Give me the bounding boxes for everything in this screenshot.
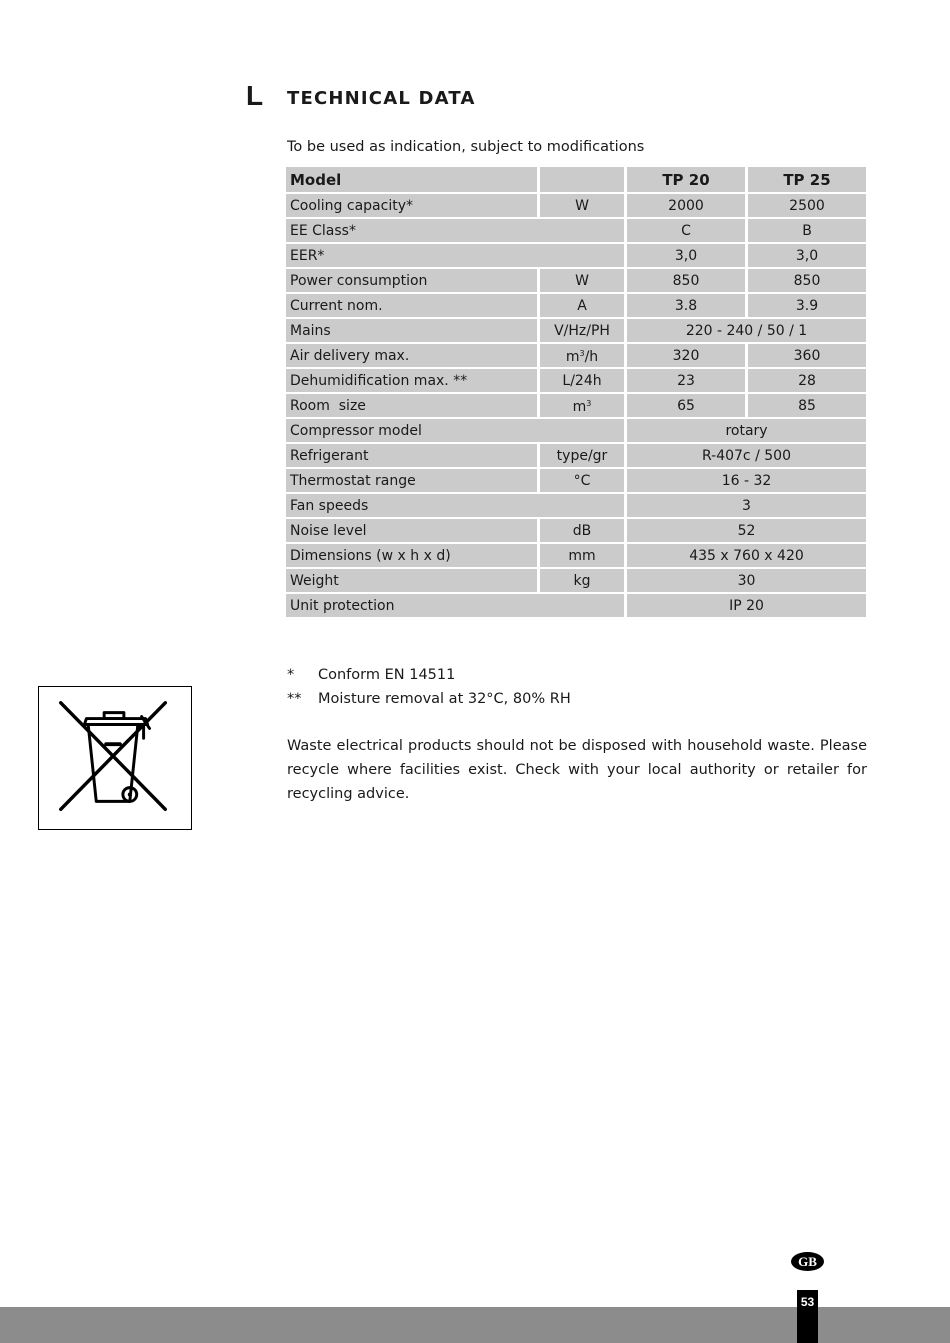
row-value-shared: IP 20 — [627, 594, 866, 617]
header-model: Model — [286, 167, 537, 192]
table-row — [286, 344, 866, 367]
table-row — [286, 469, 866, 492]
section-letter: L — [246, 80, 264, 111]
row-unit: L/24h — [540, 369, 624, 392]
row-label: Compressor model — [286, 419, 624, 442]
row-value-tp20: 3.8 — [627, 294, 745, 317]
table-row — [286, 494, 866, 517]
row-unit: W — [540, 269, 624, 292]
row-value-shared: R-407c / 500 — [627, 444, 866, 467]
table-row — [286, 294, 866, 317]
section-title: TECHNICAL DATA — [287, 88, 476, 109]
row-unit: °C — [540, 469, 624, 492]
row-unit: W — [540, 194, 624, 217]
row-unit: kg — [540, 569, 624, 592]
footnote-mark: ** — [287, 691, 302, 707]
technical-data-table — [283, 165, 869, 619]
row-value-tp20: C — [627, 219, 745, 242]
row-value-tp20: 2000 — [627, 194, 745, 217]
row-label: Refrigerant — [286, 444, 537, 467]
table-row — [286, 244, 866, 267]
row-value-shared: 435 x 760 x 420 — [627, 544, 866, 567]
table-row — [286, 569, 866, 592]
footnotes — [287, 663, 571, 711]
row-unit: A — [540, 294, 624, 317]
footnote-text: Conform EN 14511 — [318, 667, 456, 683]
row-unit: type/gr — [540, 444, 624, 467]
header-tp20: TP 20 — [627, 167, 745, 192]
table-header-row — [286, 167, 866, 192]
row-unit — [540, 394, 624, 417]
table-row — [286, 594, 866, 617]
footnote-mark: * — [287, 667, 295, 683]
row-value-tp20: 65 — [627, 394, 745, 417]
row-label: Dehumidification max. ** — [286, 369, 537, 392]
table-row — [286, 444, 866, 467]
unit-superscript: 3 — [579, 349, 585, 358]
weee-symbol-box — [38, 686, 192, 830]
row-value-tp25: B — [748, 219, 866, 242]
row-label: Fan speeds — [286, 494, 624, 517]
row-unit: mm — [540, 544, 624, 567]
row-value-tp20: 850 — [627, 269, 745, 292]
header-unit — [540, 167, 624, 192]
crossed-out-wheelie-bin-icon — [39, 687, 191, 829]
row-unit: V/Hz/PH — [540, 319, 624, 342]
row-label: Thermostat range — [286, 469, 537, 492]
table-row — [286, 419, 866, 442]
table-row — [286, 269, 866, 292]
header-tp25: TP 25 — [748, 167, 866, 192]
footnote — [287, 663, 571, 687]
row-value-shared: 30 — [627, 569, 866, 592]
table-row — [286, 394, 866, 417]
row-unit: dB — [540, 519, 624, 542]
row-label: EER* — [286, 244, 624, 267]
unit-suffix: /h — [584, 349, 599, 365]
row-value-shared: rotary — [627, 419, 866, 442]
row-label: Air delivery max. — [286, 344, 537, 367]
row-value-shared: 16 - 32 — [627, 469, 866, 492]
page-number: 53 — [800, 1295, 815, 1309]
row-label: Mains — [286, 319, 537, 342]
row-label: Current nom. — [286, 294, 537, 317]
row-value-tp25: 360 — [748, 344, 866, 367]
table-row — [286, 319, 866, 342]
row-value-tp25: 3,0 — [748, 244, 866, 267]
row-value-tp25: 850 — [748, 269, 866, 292]
language-badge: GB — [791, 1252, 824, 1271]
row-value-tp25: 28 — [748, 369, 866, 392]
unit-superscript: 3 — [586, 399, 592, 408]
waste-disposal-text: Waste electrical products should not be disposed with household waste. Please recycle where facilities exist. Check with your local authority or retailer for recycling advice. — [287, 738, 867, 802]
row-label: Noise level — [286, 519, 537, 542]
row-value-tp20: 320 — [627, 344, 745, 367]
row-label: Weight — [286, 569, 537, 592]
row-unit — [540, 344, 624, 367]
table-row — [286, 544, 866, 567]
row-label: Room size — [286, 394, 537, 417]
row-value-tp20: 3,0 — [627, 244, 745, 267]
row-label: Power consumption — [286, 269, 537, 292]
footnote — [287, 687, 571, 711]
row-value-shared: 3 — [627, 494, 866, 517]
unit-base: m — [572, 399, 587, 415]
intro-text: To be used as indication, subject to modifications — [287, 139, 645, 155]
footnote-text: Moisture removal at 32°C, 80% RH — [318, 691, 571, 707]
row-value-tp25: 3.9 — [748, 294, 866, 317]
row-label: EE Class* — [286, 219, 624, 242]
table-row — [286, 219, 866, 242]
table-row — [286, 519, 866, 542]
row-value-tp25: 2500 — [748, 194, 866, 217]
row-label: Unit protection — [286, 594, 624, 617]
row-value-shared: 220 - 240 / 50 / 1 — [627, 319, 866, 342]
unit-base: m — [565, 349, 580, 365]
row-label: Cooling capacity* — [286, 194, 537, 217]
table-row — [286, 369, 866, 392]
row-value-tp25: 85 — [748, 394, 866, 417]
row-value-tp20: 23 — [627, 369, 745, 392]
table-row — [286, 194, 866, 217]
row-value-shared: 52 — [627, 519, 866, 542]
row-label: Dimensions (w x h x d) — [286, 544, 537, 567]
